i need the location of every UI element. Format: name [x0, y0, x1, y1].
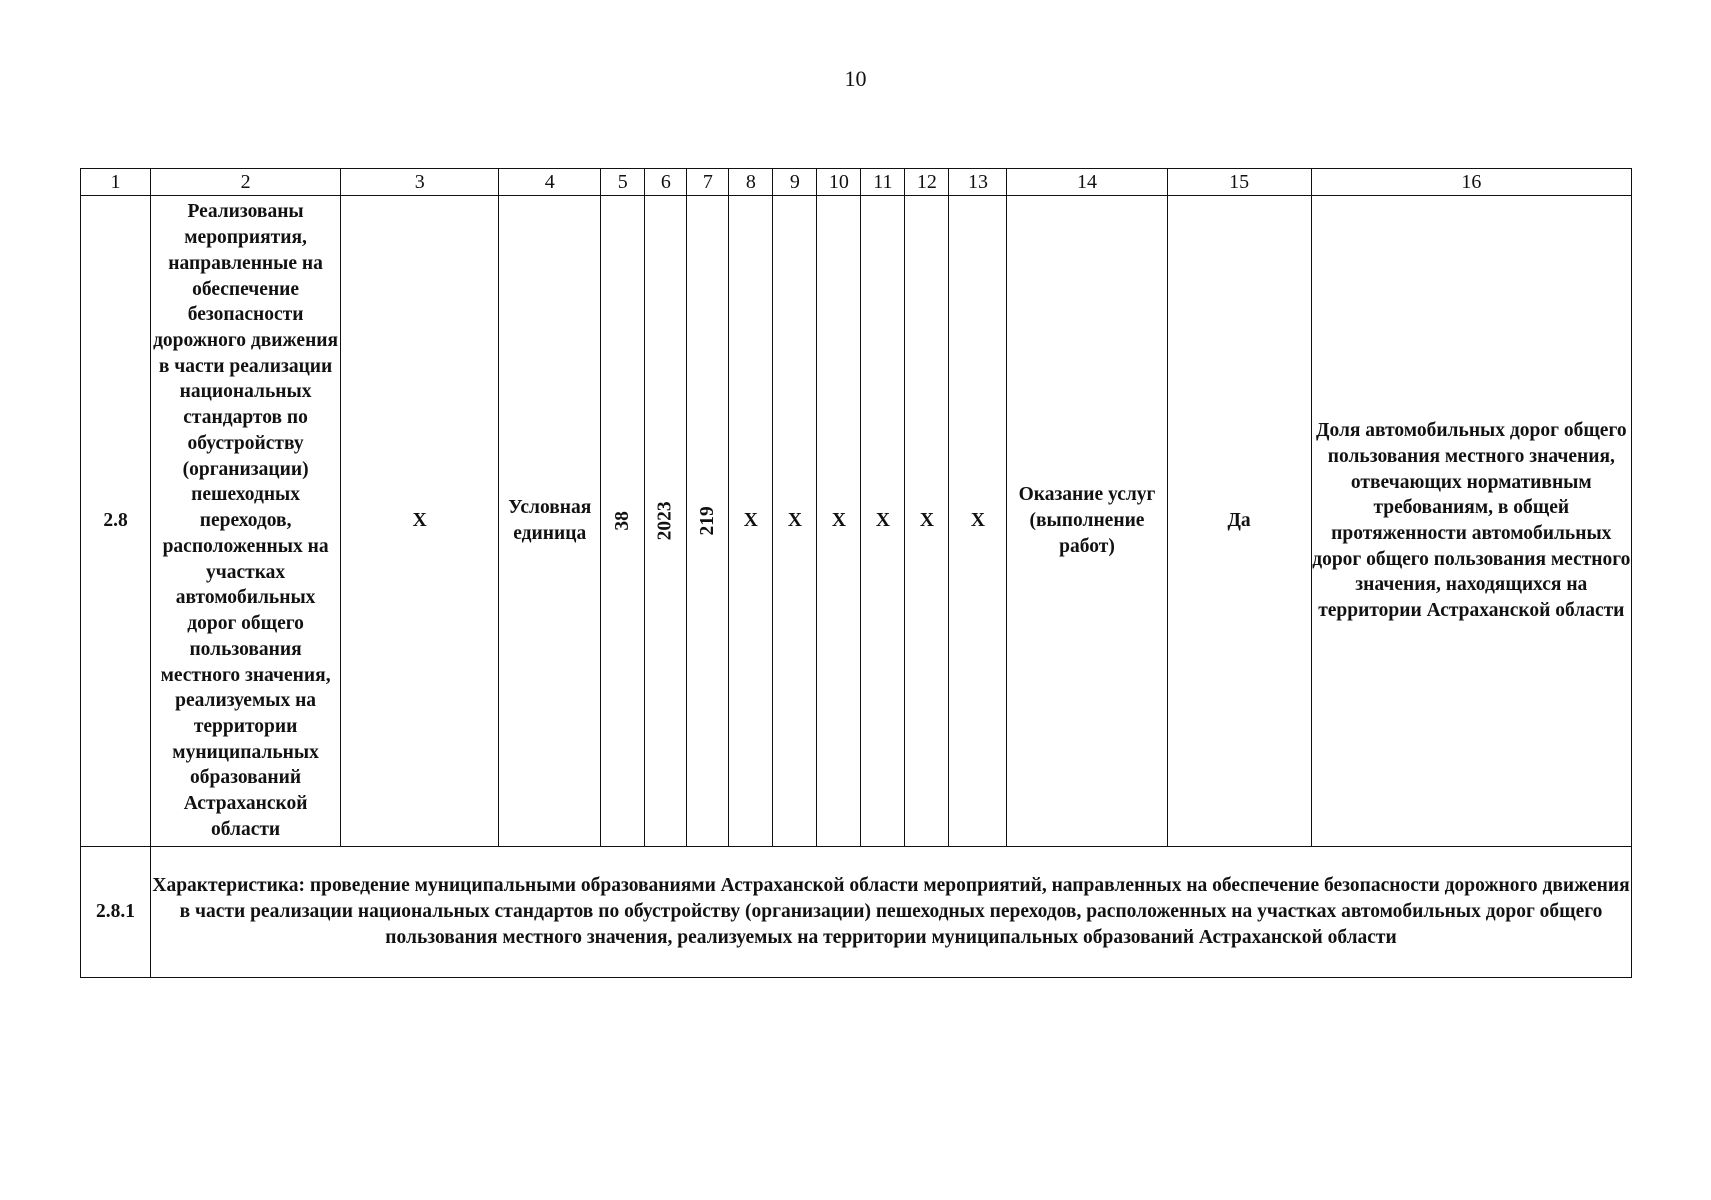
page-number: 10 — [844, 66, 867, 91]
cell-col6-text: 2023 — [654, 501, 676, 541]
header-cell: 11 — [861, 169, 905, 196]
header-cell: 14 — [1007, 169, 1167, 196]
header-cell: 13 — [949, 169, 1007, 196]
cell-col5 — [601, 196, 645, 847]
header-cell: 10 — [817, 169, 861, 196]
indicator-description-cell: Доля автомобильных дорог общего пользования местного значения, отвечающих нормативным требованиям, в общей протяженности автомобильных дорог общего пользования местного значения, находящихся на территории Астраханской области — [1311, 196, 1631, 847]
table-row — [81, 847, 1632, 978]
header-cell: 1 — [81, 169, 151, 196]
service-type-cell: Оказание услуг (выполнение работ) — [1007, 196, 1167, 847]
header-cell: 4 — [499, 169, 601, 196]
cell-col8: Х — [729, 196, 773, 847]
header-cell: 7 — [687, 169, 729, 196]
header-cell: 16 — [1311, 169, 1631, 196]
characteristic-text: Характеристика: проведение муниципальными образованиями Астраханской области мероприятий, направленных на обеспечение безопасности дорожного движения в части реализации национальных стандартов по обустройству (организации) пешеходных переходов, расположенных на участках автомобильных дорог общего пользования местного значения, реализуемых на территории муниципальных образований Астраханской области — [151, 847, 1632, 978]
row-number: 2.8.1 — [81, 847, 151, 978]
cell-col5-text: 38 — [611, 511, 633, 531]
cell-col3: Х — [341, 196, 499, 847]
unit-cell: Условная единица — [499, 196, 601, 847]
table-header-row — [81, 169, 1632, 196]
cell-col9: Х — [773, 196, 817, 847]
cell-col6 — [645, 196, 687, 847]
header-cell: 9 — [773, 169, 817, 196]
cell-col13: Х — [949, 196, 1007, 847]
header-cell: 12 — [905, 169, 949, 196]
header-cell: 3 — [341, 169, 499, 196]
header-cell: 5 — [601, 169, 645, 196]
cell-col7-text: 219 — [696, 506, 718, 536]
indicator-name-cell: Реализованы мероприятия, направленные на обеспечение безопасности дорожного движения в части реализации национальных стандартов по обустройству (организации) пешеходных переходов, расположенных на участках автомобильных дорог общего пользования местного значения, реализуемых на территории муниципальных образований Астраханской области — [151, 196, 341, 847]
cell-col10: Х — [817, 196, 861, 847]
cell-col12: Х — [905, 196, 949, 847]
header-cell: 6 — [645, 169, 687, 196]
cell-col7 — [687, 196, 729, 847]
cell-col11: Х — [861, 196, 905, 847]
data-table — [80, 168, 1632, 978]
cell-col15: Да — [1167, 196, 1311, 847]
header-cell: 15 — [1167, 169, 1311, 196]
header-cell: 8 — [729, 169, 773, 196]
table-row — [81, 196, 1632, 847]
header-cell: 2 — [151, 169, 341, 196]
row-number: 2.8 — [81, 196, 151, 847]
